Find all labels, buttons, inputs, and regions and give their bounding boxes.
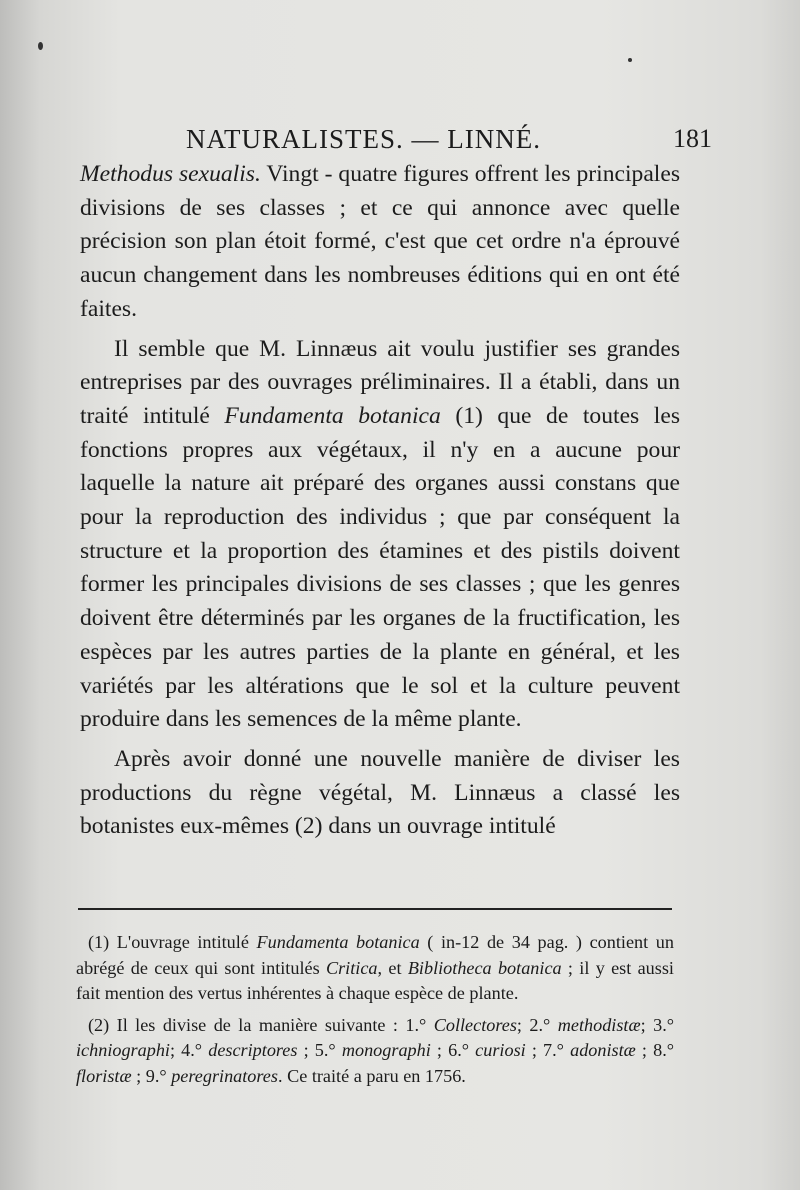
page-number: 181 bbox=[673, 124, 712, 153]
italic-title: Fundamenta botanica bbox=[224, 402, 441, 429]
paragraph-2: Il semble que M. Linnæus ait voulu justifier ses grandes entreprises par des ouvrages préliminaires. Il a établi, dans un traité intitulé Fundamenta botanica (1) que de toutes les fonctions propres aux végétaux, il n'y en a aucune pour laquelle la nature ait préparé des organes aussi constans que pour la reproduction des individus ; que par conséquent la structure et la proportion des étamines et des pistils doivent former les principales divisions de ses classes ; que les genres doivent être déterminés par les organes de la fructification, les espèces par les autres parties de la plante en général, et les variétés par les altérations que le sol et la culture peuvent produire dans les semences de la même plante. bbox=[80, 335, 680, 733]
ink-speck bbox=[628, 58, 632, 62]
footnote-1: (1) L'ouvrage intitulé Fundamenta botanica ( in-12 de 34 pag. ) contient un abrégé de ceux qui sont intitulés Critica, et Bibliotheca botanica ; il y est aussi fait mention des vertus inhérentes à chaque espèce de plante. bbox=[76, 932, 674, 1003]
paragraph-1: Methodus sexualis. Vingt - quatre figures offrent les principales divisions de ses classes ; et ce qui annonce avec quelle précision son plan étoit formé, c'est que cet ordre n'a éprouvé aucun changement dans les nombreuses éditions qui en ont été faites. bbox=[80, 161, 681, 322]
running-title: NATURALISTES. — LINNÉ. bbox=[186, 124, 541, 154]
running-header bbox=[108, 124, 712, 160]
main-text bbox=[80, 158, 680, 844]
ink-speck bbox=[38, 42, 43, 50]
footnote-divider bbox=[78, 908, 672, 910]
footnote-2: (2) Il les divise de la manière suivante : 1.° Collectores; 2.° methodistæ; 3.° ichniographi; 4.° descriptores ; 5.° monographi ; 6.° curiosi ; 7.° adonistæ ; 8.° floristæ ; 9.° peregrinatores. Ce traité a paru en 1756. bbox=[76, 1014, 675, 1086]
paragraph-3: Après avoir donné une nouvelle manière de diviser les productions du règne végétal, M. Linnæus a classé les botanistes eux-mêmes (2) dans un ouvrage intitulé bbox=[80, 745, 680, 840]
footnotes bbox=[76, 930, 674, 1095]
italic-title: Methodus sexualis. bbox=[80, 161, 261, 187]
